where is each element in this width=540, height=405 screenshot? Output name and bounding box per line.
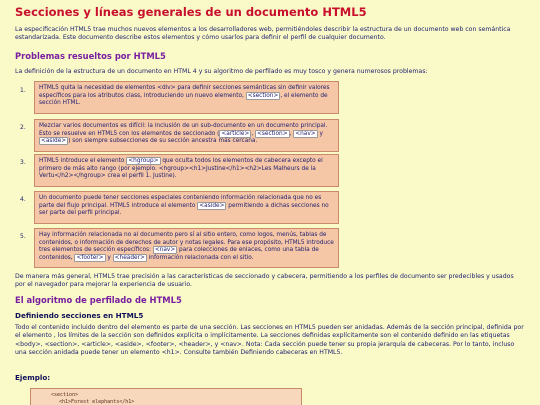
item-text: ,: [289, 130, 294, 137]
list-item: [34, 228, 339, 268]
code-tag: <hgroup>: [128, 158, 159, 164]
list-item: [34, 191, 339, 224]
list-item: [34, 81, 339, 114]
code-tag: <aside>: [199, 202, 225, 209]
code-tag: <article>: [221, 130, 250, 137]
code-tag: <footer>: [76, 254, 104, 261]
sections-paragraph: Todo el contenido incluido dentro del elemento es parte de una sección. Las secciones en HTML5 pueden ser anidadas. Además de la sección principal, definida por el elemento , los límites de la sección son definidos explícita o implícitamente. La secciones definidas explícitamente son el contenido definido en las etiquetas <body>, <section>, <article>, <aside>, <footer>, <header>, y <nav>. Nota: Cada sección puede tener su propia jerarquía de cabeceras. Por lo tanto, incluso una sección anidada puede tener un elemento <h1>. Consulte también Definiendo cabeceras en HTML5.: [15, 324, 524, 357]
closing-paragraph: De manera más general, HTML5 trae precisión a las características de seccionado y cabecera, permitiendo a los perfiles de documento ser predecibles y usados por el navegador para mejorar la experiencia de usuario.: [15, 273, 514, 289]
item-text: Mezclar varios documentos es difícil: la inclusión de un sub-documento en un documento principal. Esto se resuelve en HTML5 con los elementos de seccionado (: [39, 123, 328, 137]
intro-paragraph: La especificación HTML5 trae muchos nuevos elementos a los desarrolladores web, permitiéndoles describir la estructura de un documento web con semántica estandarizada. Este documento describe estos elementos y cómo usarlos para definir el perfil de cualquier documento.: [15, 26, 511, 42]
item-text: que oculta todos los elementos de cabecera excepto el primero de más alto rango (por ejemplo. <hgroup><h1>Justine</h1><h2>Les Malheurs de la Vertu</h2></hgroup> crea el perfil 1. Justine).: [39, 158, 323, 180]
section-heading-problems: Problemas resueltos por HTML5: [15, 51, 166, 61]
item-text: HTML5 quita la necesidad de elementos <div> para definir secciones semánticas sin definir valores específicos para los atributos class, introduciendo un nuevo elemento,: [39, 85, 330, 99]
list-number: 4.: [20, 196, 26, 203]
example-label: Ejemplo:: [15, 373, 51, 382]
item-text: y: [105, 254, 113, 261]
code-tag: <section>: [247, 92, 279, 99]
item-text: Un documento puede tener secciones especiales conteniendo información relacionada que no es parte del flujo principal. HTML5 introduce el elemento: [39, 195, 322, 209]
list-item: [34, 154, 339, 187]
subheading-defining-sections: Definiendo secciones en HTML5: [15, 311, 144, 320]
item-text: HTML5 introduce el elemento: [39, 158, 127, 164]
item-text: para colecciones de enlaces, como una tabla de contenidos,: [39, 247, 319, 261]
list-number: 1.: [20, 87, 26, 94]
code-tag: <nav>: [154, 247, 176, 254]
code-line: <section>: [51, 392, 79, 398]
list-number: 3.: [20, 159, 26, 166]
code-tag: <aside>: [41, 138, 67, 145]
list-item: [34, 119, 339, 152]
item-text: información relacionada con el sitio.: [146, 254, 254, 261]
list-number: 2.: [20, 124, 26, 131]
item-text: Hay información relacionada no al documento pero sí al sitio entero, como logos, menús, tablas de contenidos, o información de derechos de autor y notas legales. Para ese propósito, HTML5 introduce tres elementos de sección específicos:: [39, 232, 334, 254]
item-text: ) son siempre subsecciones de su sección ancestra más cercana.: [68, 138, 258, 145]
code-tag: <section>: [257, 130, 288, 137]
code-line: <h1>Forest elephants</h1>: [59, 399, 135, 405]
page-title: Secciones y líneas generales de un documento HTML5: [15, 5, 367, 19]
item-text: permitiendo a dichas secciones no ser parte del perfil principal.: [39, 202, 329, 217]
item-text: , el elemento de sección HTML.: [39, 92, 328, 107]
item-text: ,: [251, 130, 255, 137]
code-tag: <header>: [114, 254, 145, 261]
item-text: y: [317, 130, 323, 137]
code-tag: <nav>: [295, 130, 316, 137]
list-number: 5.: [20, 233, 26, 240]
code-example: [30, 388, 302, 405]
problems-lead: La definición de la estructura de un documento en HTML 4 y su algoritmo de perfilado es muy tosco y genera numerosos problemas:: [15, 68, 428, 75]
section-heading-outline-algorithm: El algoritmo de perfilado de HTML5: [15, 295, 182, 305]
